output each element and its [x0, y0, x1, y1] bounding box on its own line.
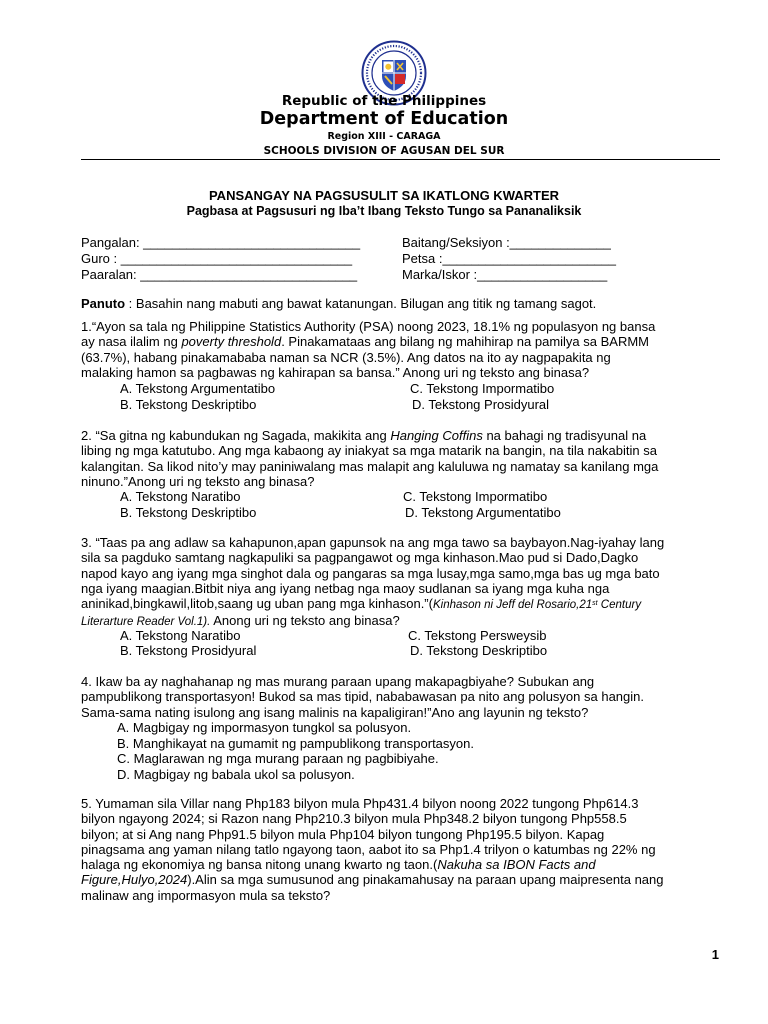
region-heading: Region XIII - CARAGA	[327, 131, 441, 142]
question-line: sila sa pagduko samtang nagkapuliki sa pagpangawot og mga kinhason.Mao pud si Dado,Dagko	[81, 550, 639, 566]
q3-prompt: Anong uri ng teksto ang binasa?	[210, 613, 400, 629]
question-line	[81, 596, 726, 613]
question-line: ninuno.”Anong uri ng teksto ang binasa?	[81, 473, 315, 489]
question-1	[81, 319, 726, 380]
exam-title: PANSANGAY NA PAGSUSULIT SA IKATLONG KWARTER	[208, 188, 560, 203]
q2-option-c[interactable]: C. Tekstong Impormatibo	[403, 489, 548, 504]
student-info-left	[81, 235, 360, 283]
page-number: 1	[711, 947, 719, 962]
question-line: 3. “Taas pa ang adlaw sa kahapunon,apan gapunsok na ang mga tawo sa baybayon.Nag-iyahay lang	[81, 535, 665, 550]
question-line: kalangitan. Sa likod nito’y may paniniwalang mas malapit ang kaluluwa ng namatay sa kanilang mga	[81, 458, 659, 474]
q2-option-b[interactable]: B. Tekstong Deskriptibo	[120, 505, 257, 520]
question-line: pampublikong transportasyon! Bukod sa mas tipid, nababawasan pa nito ang polusyon sa hangin.	[81, 689, 644, 705]
exam-subject: Pagbasa at Pagsusuri ng Iba’t Ibang Teksto Tungo sa Pananaliksik	[186, 204, 582, 218]
country-heading: Republic of the Philippines	[281, 93, 487, 109]
question-4	[81, 674, 726, 720]
question-line: 5. Yumaman sila Villar nang Php183 bilyon mula Php431.4 bilyon noong 2022 tungong Php614.3	[81, 796, 639, 811]
grade-section-field[interactable]: Baitang/Seksiyon :______________	[402, 235, 611, 250]
q4-option-a[interactable]: A. Magbigay ng impormasyon tungkol sa polusyon.	[117, 720, 412, 735]
q3-option-b[interactable]: B. Tekstong Prosidyural	[120, 643, 257, 658]
question-line: libing ng mga katutubo. Ang mga kabaong ay iniakyat sa mga matarik na bangin, na tila nakabitin sa	[81, 443, 657, 459]
question-line: 2. “Sa gitna ng kabundukan ng Sagada, makikita ang Hanging Coffins na bahagi ng tradisyunal na	[81, 428, 647, 443]
q4-option-c[interactable]: C. Maglarawan ng mga murang paraan ng pagbibiyahe.	[117, 751, 439, 766]
teacher-field[interactable]: Guro : ________________________________	[81, 251, 353, 266]
date-field[interactable]: Petsa :________________________	[402, 251, 616, 266]
question-line: nga iyang maagian.Bitbit niya ang iyang netbag nga maoy sudlanan sa iyang mga kuha nga	[81, 580, 610, 596]
q2-option-d[interactable]: D. Tekstong Argumentatibo	[405, 505, 561, 520]
q4-option-b[interactable]: B. Manghikayat na gumamit ng pampublikong transportasyon.	[117, 736, 474, 751]
school-field[interactable]: Paaralan: ______________________________	[81, 267, 358, 282]
student-info-right	[402, 235, 616, 283]
question-line: (63.7%), habang pinakamababa naman sa NCR (3.5%). Ang datos na ito ay nagpapakita ng	[81, 349, 611, 365]
department-heading: Department of Education	[259, 109, 509, 129]
question-line: bilyon ngayong 2024; si Razon nang Php210.3 bilyon mula Php348.2 bilyon tungong Php558.5	[81, 811, 627, 827]
question-line: 1.“Ayon sa tala ng Philippine Statistics Authority (PSA) noong 2023, 18.1% ng populasyon ng bansa	[81, 319, 656, 334]
q1-option-a[interactable]: A. Tekstong Argumentatibo	[120, 381, 276, 396]
question-line: 4. Ikaw ba ay naghahanap ng mas murang paraan upang makapagbiyahe? Subukan ang	[81, 674, 595, 689]
q1-option-c[interactable]: C. Tekstong Impormatibo	[410, 381, 555, 396]
q3-option-c[interactable]: C. Tekstong Persweysib	[408, 628, 547, 643]
q2-option-a[interactable]: A. Tekstong Naratibo	[120, 489, 241, 504]
question-line: Figure,Hulyo,2024).Alin sa mga sumusunod ang pinakamahusay na paraan upang maipresenta nang	[81, 872, 664, 888]
q3-option-d[interactable]: D. Tekstong Deskriptibo	[410, 643, 548, 658]
q3-citation-end: Century	[597, 599, 642, 612]
instructions-text: : Basahin nang mabuti ang bawat katanungan. Bilugan ang titik ng tamang sagot.	[125, 296, 597, 311]
question-line: bilyon; at si Ang nang Php91.5 bilyon mula Php104 bilyon tungong Php195.5 bilyon. Kapag	[81, 826, 605, 842]
q3-option-a[interactable]: A. Tekstong Naratibo	[120, 628, 241, 643]
instructions	[81, 296, 596, 311]
question-3	[81, 535, 726, 631]
question-line: napod kayo ang iyang mga singhot dala og pangaras sa mga lusay,mga samo,mga bas ug mga bato	[81, 565, 660, 581]
question-line: malaking hamon sa pagbawas ng kahirapan sa bansa.” Anong uri ng teksto ang binasa?	[81, 364, 590, 380]
name-field[interactable]: Pangalan: ______________________________	[81, 235, 361, 250]
header-divider	[81, 159, 720, 160]
q3-citation-sup: st	[592, 600, 598, 608]
division-heading: SCHOOLS DIVISION OF AGUSAN DEL SUR	[263, 145, 505, 157]
q4-option-d[interactable]: D. Magbigay ng babala ukol sa polusyon.	[117, 767, 355, 782]
q3-citation: Kinhason ni Jeff del Rosario,21	[432, 599, 593, 612]
question-5	[81, 796, 726, 903]
q1-option-d[interactable]: D. Tekstong Prosidyural	[412, 397, 550, 412]
question-line: Sama-sama nating isulong ang isang malinis na kapaligiran!”Ano ang layunin ng teksto?	[81, 704, 589, 720]
q3-line5: aninikad,bingkawil,litob,saang ug uban pang mga kinhason.”(	[81, 596, 433, 612]
question-2	[81, 428, 726, 489]
question-line: halaga ng ekonomiya ng bansa nitong unang kwarto ng taon.(Nakuha sa IBON Facts and	[81, 857, 596, 873]
question-line: ay nasa ilalim ng poverty threshold. Pinakamataas ang bilang ng mahihirap na pamilya sa BARMM	[81, 334, 649, 350]
q3-citation-line2: Literarture Reader Vol.1).	[81, 616, 211, 629]
question-line: pinagsama ang yaman nilang tatlo ngayong taon, aabot ito sa Php1.4 trilyon o katumbas ng 22% ng	[81, 841, 656, 857]
question-line: malinaw ang impormasyon mula sa teksto?	[81, 887, 331, 903]
instructions-label: Panuto	[81, 296, 126, 311]
q1-option-b[interactable]: B. Tekstong Deskriptibo	[120, 397, 257, 412]
score-field[interactable]: Marka/Iskor :__________________	[402, 267, 608, 282]
